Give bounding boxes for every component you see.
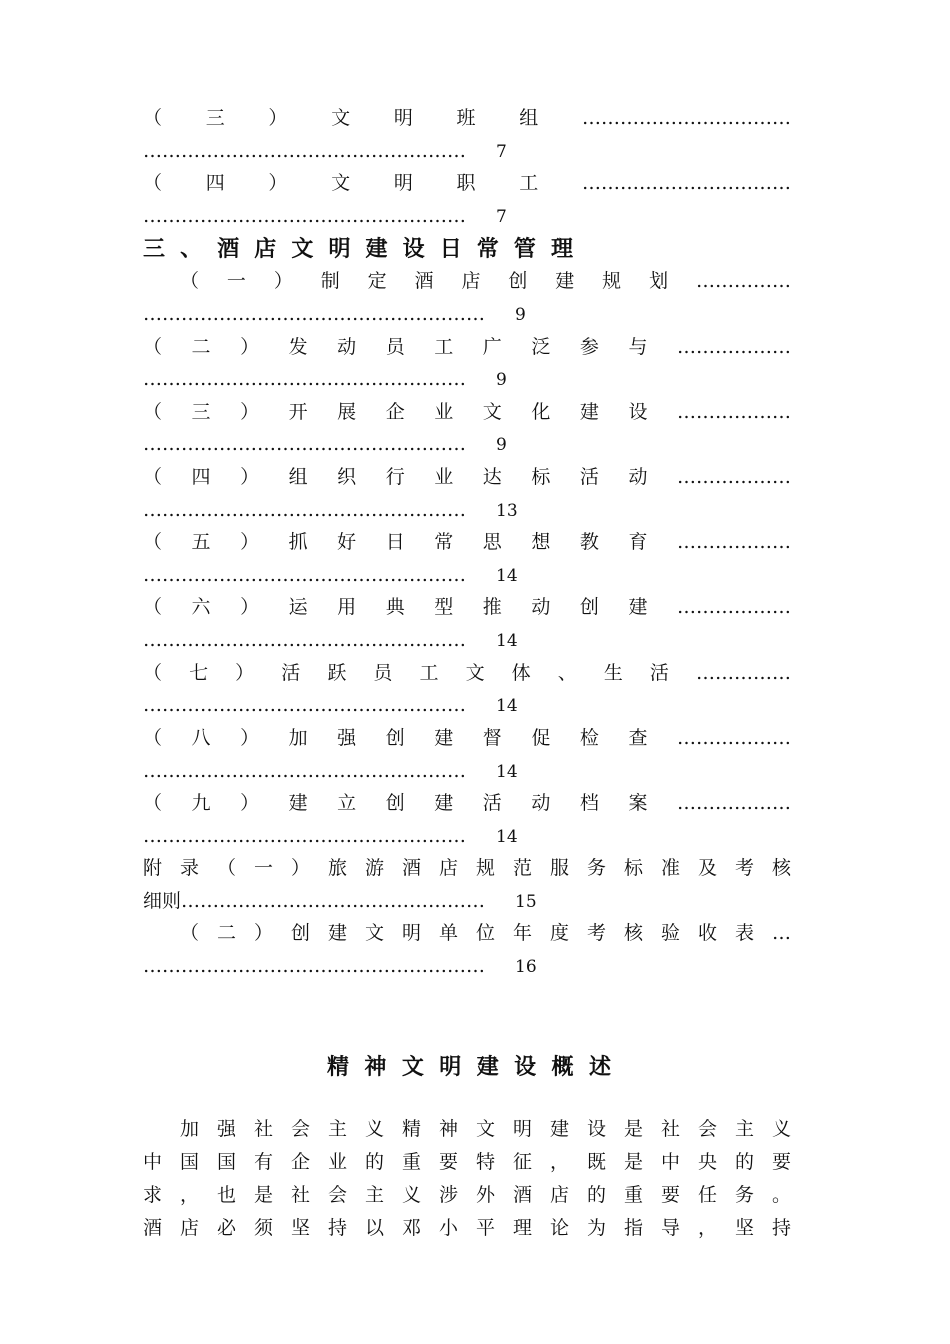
toc-dots: 细则………………………………………… [143,890,486,912]
toc-line [143,136,791,166]
toc-line: （九）建立创建活动档案……………… [143,792,791,814]
toc-line [143,299,791,329]
toc-line [143,756,791,786]
toc-line: 附录（一）旅游酒店规范服务标准及考核 [143,857,791,879]
toc-line: （三）开展企业文化建设……………… [143,401,791,423]
toc-line: （四）文明职工…………………………… [143,172,791,194]
toc-line [143,201,791,231]
body-line: 求，也是社会主义涉外酒店的重要任务。 [143,1184,791,1206]
toc-dots: …………………………………………… [143,760,466,782]
toc-page-number: 7 [496,207,507,227]
body-line: 中国国有企业的重要特征，既是中央的要 [143,1151,791,1173]
toc-line: （八）加强创建督促检查……………… [143,727,791,749]
toc-page-number: 16 [515,957,537,977]
toc-line [143,821,791,851]
toc-line: （二）发动员工广泛参与……………… [143,336,791,358]
toc-line: （七）活跃员工文体、生活…………… [143,662,791,684]
toc-line [143,560,791,590]
toc-dots: …………………………………………… [143,499,466,521]
toc-line [143,886,791,916]
article-title: 精神文明建设概述 [327,1054,611,1080]
toc-page-number: 14 [496,696,518,716]
toc-line [143,625,791,655]
toc-dots: …………………………………………… [143,564,466,586]
toc-dots: …………………………………………… [143,140,466,162]
toc-line: （四）组织行业达标活动……………… [143,466,791,488]
toc-line [143,429,791,459]
toc-dots: …………………………………………… [143,825,466,847]
toc-line: （三）文明班组…………………………… [143,107,791,129]
toc-line: （五）抓好日常思想教育……………… [143,531,791,553]
toc-line: （二）创建文明单位年度考核验收表… [180,922,791,944]
toc-page-number: 14 [496,631,518,651]
toc-page-number: 15 [515,892,537,912]
toc-page-number: 9 [496,370,507,390]
toc-line [143,951,791,981]
toc-line [143,495,791,525]
toc-line: （六）运用典型推动创建……………… [143,596,791,618]
toc-page-number: 14 [496,566,518,586]
toc-page-number: 14 [496,827,518,847]
toc-line: （一）制定酒店创建规划…………… [180,270,791,292]
body-line: 加强社会主义精神文明建设是社会主义 [180,1118,791,1140]
toc-dots: …………………………………………… [143,433,466,455]
toc-page-number: 9 [496,435,507,455]
toc-section-heading: 三、酒店文明建设日常管理 [143,236,573,262]
toc-page-number: 7 [496,142,507,162]
toc-page-number: 9 [515,305,526,325]
toc-line [143,364,791,394]
toc-dots: …………………………………………… [143,629,466,651]
toc-dots: ……………………………………………… [143,303,485,325]
toc-page-number: 14 [496,762,518,782]
toc-page-number: 13 [496,501,518,521]
toc-dots: …………………………………………… [143,368,466,390]
toc-dots: …………………………………………… [143,205,466,227]
toc-line [143,690,791,720]
toc-dots: ……………………………………………… [143,955,485,977]
toc-dots: …………………………………………… [143,694,466,716]
body-line: 酒店必须坚持以邓小平理论为指导，坚持 [143,1217,791,1239]
